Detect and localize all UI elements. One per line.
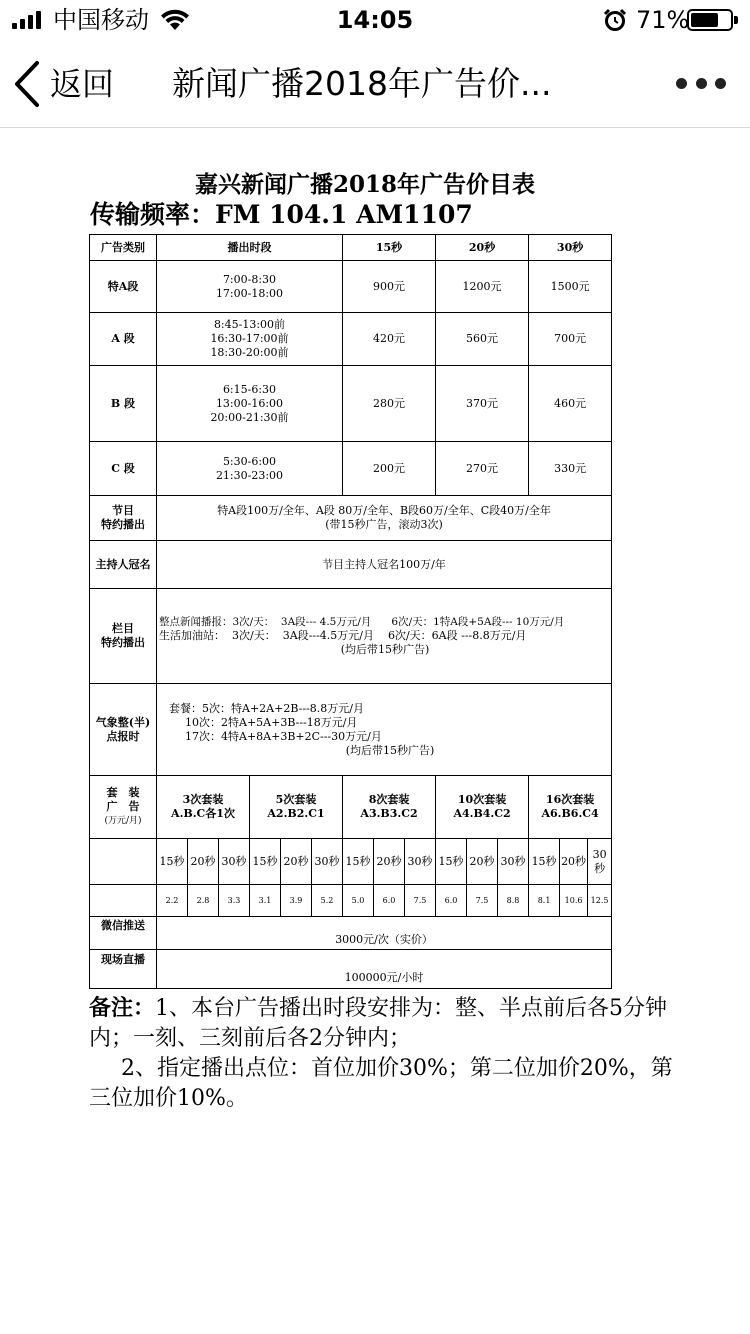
slot-times — [157, 313, 343, 366]
package-price-cell: 2.8 — [188, 885, 219, 917]
package-price-cell: 8.1 — [529, 885, 560, 917]
notes — [89, 993, 679, 1114]
table-row — [90, 917, 612, 950]
more-dot-icon — [715, 78, 726, 89]
package-duration-cell: 20秒 — [467, 839, 498, 885]
package-name: 3次套装 — [182, 793, 224, 806]
note-2 — [89, 1054, 679, 1114]
table-row — [90, 776, 612, 839]
slot-time: 7:00-8:30 — [222, 272, 277, 286]
document-title: 嘉兴新闻广播2018年广告价目表 — [194, 171, 535, 198]
slot-time: 5:30-6:00 — [222, 454, 277, 468]
text-line: (均后带15秒广告) — [345, 743, 435, 757]
package-price-cell: 3.1 — [250, 885, 281, 917]
price-table — [89, 234, 612, 989]
live-label: 现场直播 — [90, 950, 157, 989]
package-cell — [250, 776, 343, 839]
slot-price-30s: 330元 — [529, 442, 612, 496]
package-price-row — [90, 885, 612, 917]
package-price-cell: 3.9 — [281, 885, 312, 917]
package-duration-cell: 30 秒 — [588, 839, 612, 885]
battery-icon — [687, 9, 733, 31]
slot-price-15s: 420元 — [343, 313, 436, 366]
package-price-cell: 5.2 — [312, 885, 343, 917]
package-duration-cell: 15秒 — [529, 839, 560, 885]
text-line: 10次：2特A+5A+3B---18万元/月 — [185, 715, 358, 729]
package-price-cell: 5.0 — [343, 885, 374, 917]
empty-cell — [90, 885, 157, 917]
package-name: 10次套装 — [457, 793, 507, 806]
note-text: 2、指定播出点位：首位加价30%；第二位加价20%，第三位加价10%。 — [89, 1056, 673, 1111]
row-label-line: 特约播出 — [101, 518, 145, 531]
table-header-row — [90, 235, 612, 261]
package-price-cell: 6.0 — [436, 885, 467, 917]
carrier-name: 中国移动 — [53, 6, 149, 34]
table-row — [90, 684, 612, 776]
slot-name: B 段 — [90, 366, 157, 442]
slot-time: 8:45-13:00前 — [213, 318, 286, 331]
package-duration-cell: 20秒 — [374, 839, 405, 885]
table-row — [90, 541, 612, 589]
slot-time: 13:00-16:00 — [215, 396, 284, 410]
note-text: 1、本台广告播出时段安排为：整、半点前后各5分钟内；一刻、三刻前后各2分钟内； — [89, 996, 668, 1051]
package-name: 5次套装 — [275, 793, 317, 806]
package-detail: A6.B6.C4 — [541, 807, 599, 820]
row-label-line: 点报时 — [106, 729, 140, 743]
package-detail: A4.B4.C2 — [453, 807, 511, 820]
transmission-frequency: 传输频率：FM 104.1 AM1107 — [90, 200, 473, 229]
package-cell — [529, 776, 612, 839]
header-30s: 30秒 — [529, 235, 612, 261]
slot-time: 17:00-18:00 — [215, 286, 284, 300]
back-button[interactable] — [12, 58, 114, 110]
header-period: 播出时段 — [157, 235, 343, 261]
status-bar — [0, 0, 750, 40]
package-price-cell: 10.6 — [560, 885, 588, 917]
more-dot-icon — [696, 78, 707, 89]
slot-price-20s: 370元 — [436, 366, 529, 442]
package-duration-cell: 30秒 — [312, 839, 343, 885]
table-row — [90, 366, 612, 442]
text-line: 套餐：5次：特A+2A+2B---8.8万元/月 — [169, 701, 364, 715]
wechat-label: 微信推送 — [90, 917, 157, 950]
program-sponsor-text — [157, 496, 612, 541]
host-naming-text: 节目主持人冠名100万/年 — [157, 541, 612, 589]
slot-price-15s: 280元 — [343, 366, 436, 442]
slot-time: 18:30-20:00前 — [210, 346, 289, 359]
package-duration-cell: 30秒 — [498, 839, 529, 885]
package-detail: A3.B3.C2 — [360, 807, 418, 820]
notes-label: 备注： — [89, 995, 156, 1021]
package-duration-cell: 30秒 — [405, 839, 436, 885]
package-cell — [436, 776, 529, 839]
page-title: 新闻广播2018年广告价... — [172, 64, 552, 103]
battery-percentage: 71% — [636, 6, 690, 34]
row-label-line: 广 告 — [106, 800, 140, 813]
slot-price-20s: 1200元 — [436, 261, 529, 313]
row-label-line: 栏目 — [112, 622, 134, 635]
note-1 — [89, 993, 679, 1054]
header-20s: 20秒 — [436, 235, 529, 261]
slot-price-20s: 560元 — [436, 313, 529, 366]
slot-price-30s: 700元 — [529, 313, 612, 366]
text-line: 特A段100万/全年、A段 80万/全年、B段60万/全年、C段40万/全年 — [217, 504, 551, 517]
wechat-text: 3000元/次（实价） — [157, 917, 612, 950]
slot-times — [157, 261, 343, 313]
host-naming-label: 主持人冠名 — [90, 541, 157, 589]
column-sponsor-text — [157, 589, 612, 684]
back-label: 返回 — [50, 65, 115, 103]
row-label-line: 套 装 — [106, 786, 140, 799]
package-label — [90, 776, 157, 839]
package-price-cell: 12.5 — [588, 885, 612, 917]
slot-time: 16:30-17:00前 — [210, 332, 289, 345]
program-sponsor-label — [90, 496, 157, 541]
header-15s: 15秒 — [343, 235, 436, 261]
slot-price-15s: 200元 — [343, 442, 436, 496]
navigation-bar — [0, 40, 750, 128]
package-price-cell: 6.0 — [374, 885, 405, 917]
more-options-button[interactable] — [676, 70, 726, 96]
package-duration-cell: 20秒 — [560, 839, 588, 885]
chevron-left-icon — [12, 60, 42, 108]
row-label-line: 气象整(半) — [95, 715, 151, 729]
table-row — [90, 442, 612, 496]
more-dot-icon — [676, 78, 687, 89]
text-line: (均后带15秒广告) — [340, 643, 430, 656]
text-line: (带15秒广告，滚动3次) — [325, 518, 443, 531]
package-name: 8次套装 — [368, 793, 410, 806]
row-label-line: 节目 — [112, 504, 134, 517]
package-detail: A.B.C各1次 — [171, 807, 235, 820]
column-sponsor-label — [90, 589, 157, 684]
weather-label — [90, 684, 157, 776]
slot-name: A 段 — [90, 313, 157, 366]
package-price-cell: 7.5 — [467, 885, 498, 917]
live-text: 100000元/小时 — [157, 950, 612, 989]
table-row — [90, 261, 612, 313]
clock: 14:05 — [336, 6, 414, 34]
slot-name: C 段 — [90, 442, 157, 496]
table-row — [90, 589, 612, 684]
package-duration-cell: 15秒 — [436, 839, 467, 885]
package-detail: A2.B2.C1 — [267, 807, 325, 820]
text-line: 生活加油站： 3次/天： 3A段---4.5万元/月 6次/天：6A段 ---8.8万元/月 — [159, 629, 527, 642]
package-duration-row — [90, 839, 612, 885]
document-content — [0, 129, 750, 1334]
slot-price-30s: 460元 — [529, 366, 612, 442]
package-price-cell: 2.2 — [157, 885, 188, 917]
weather-text — [157, 684, 612, 776]
slot-time: 21:30-23:00 — [215, 468, 284, 482]
slot-name: 特A段 — [90, 261, 157, 313]
slot-times — [157, 442, 343, 496]
package-duration-cell: 15秒 — [250, 839, 281, 885]
package-cell — [343, 776, 436, 839]
empty-cell — [90, 839, 157, 885]
slot-time: 6:15-6:30 — [222, 382, 277, 396]
slot-price-15s: 900元 — [343, 261, 436, 313]
package-duration-cell: 20秒 — [281, 839, 312, 885]
slot-time: 20:00-21:30前 — [210, 410, 289, 424]
package-duration-cell: 20秒 — [188, 839, 219, 885]
package-duration-cell: 30秒 — [219, 839, 250, 885]
table-row — [90, 950, 612, 989]
slot-price-30s: 1500元 — [529, 261, 612, 313]
text-line: 整点新闻播报：3次/天： 3A段--- 4.5万元/月 6次/天：1特A段+5A段--- 10万元/月 — [159, 616, 565, 628]
slot-price-20s: 270元 — [436, 442, 529, 496]
package-price-cell: 8.8 — [498, 885, 529, 917]
package-duration-cell: 15秒 — [157, 839, 188, 885]
package-duration-cell: 15秒 — [343, 839, 374, 885]
package-cell — [157, 776, 250, 839]
row-label-line: 特约播出 — [101, 636, 145, 649]
row-label-line: (万元/月) — [104, 816, 142, 826]
package-price-cell: 7.5 — [405, 885, 436, 917]
text-line: 17次：4特A+8A+3B+2C---30万元/月 — [185, 729, 382, 743]
table-row — [90, 313, 612, 366]
package-price-cell: 3.3 — [219, 885, 250, 917]
slot-times — [157, 366, 343, 442]
table-row — [90, 496, 612, 541]
header-category: 广告类别 — [90, 235, 157, 261]
package-name: 16次套装 — [545, 793, 595, 806]
alarm-clock-icon — [603, 8, 627, 32]
